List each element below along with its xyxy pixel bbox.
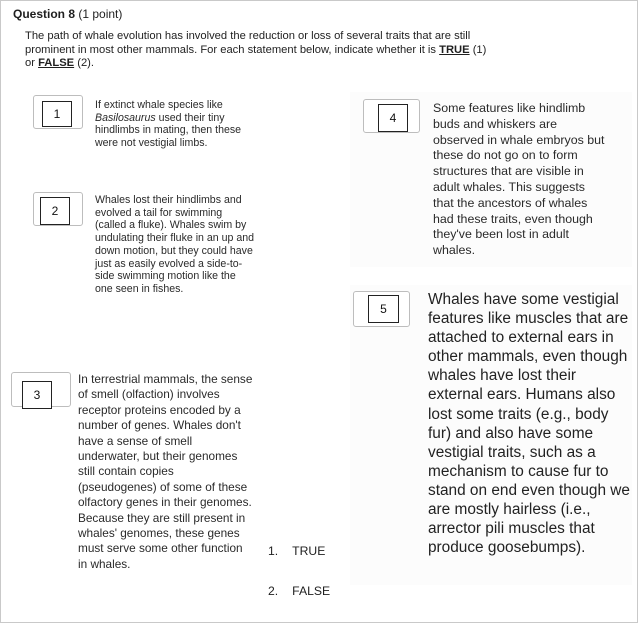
- option-label: TRUE: [292, 544, 326, 558]
- prompt-text: (1) or: [25, 43, 487, 70]
- statement-1-text: [95, 99, 255, 150]
- statement-2-text: Whales lost their hindlimbs and evolved a tail for swimming (called a fluke). Whales swim by undulating their fluke in an up and down motion, but they could have just as easily evolved a side-to-side swimming motion like the one seen in fishes.: [95, 194, 255, 295]
- true-label: TRUE: [439, 43, 470, 56]
- statement-4-text: Some features like hindlimb buds and whiskers are observed in whale embryos but these do not go on to form structures that are visible in adult whales. This suggests that the ancestors of whales had these traits, even though they've been lost in adult whales.: [433, 101, 605, 258]
- option-false[interactable]: [268, 584, 330, 624]
- question-title: Question 8: [13, 7, 76, 21]
- option-label: FALSE: [292, 584, 331, 598]
- question-header: [13, 7, 122, 21]
- answer-options: [268, 544, 330, 624]
- prompt-text: The path of whale evolution has involved the reduction or loss of several traits that are still prominent in most other mammals. For each statement below, indicate whether it is: [25, 30, 471, 56]
- option-index: 2.: [268, 584, 279, 598]
- statement-1-text-part: If extinct whale species like: [95, 99, 223, 111]
- question-points: (1 point): [78, 7, 123, 21]
- statement-1-text-part: used their tiny hindlimbs in mating, then these were not vestigial limbs.: [95, 111, 242, 150]
- statement-1-text-italic: Basilosaurus: [95, 111, 156, 124]
- statement-5-text: Whales have some vestigial features like muscles that are attached to external ears in other mammals, even though whales have lost their external ears. Humans also lost some traits (e.g., body fur) and also have some vestigial traits, such as a mechanism to cause fur to stand on end even though we are mostly hairless (i.e., arrector pili muscles that produce goosebumps).: [428, 291, 630, 557]
- option-true[interactable]: [268, 544, 330, 584]
- statement-number-4[interactable]: 4: [378, 104, 408, 132]
- statement-number-2[interactable]: 2: [40, 197, 70, 225]
- question-prompt: [25, 30, 495, 71]
- statement-number-3[interactable]: 3: [22, 381, 52, 409]
- false-label: FALSE: [38, 57, 75, 70]
- statement-3-text: In terrestrial mammals, the sense of smell (olfaction) involves receptor proteins encoded by a number of genes. Whales don't have a sense of smell underwater, but their genomes still contain copies (pseudogenes) of some of these olfactory genes in their genomes. Because they are still present in whales' genomes, these genes must serve some other function in whales.: [78, 372, 253, 571]
- statement-number-1[interactable]: 1: [42, 101, 72, 127]
- option-index: 1.: [268, 544, 279, 558]
- prompt-text: (2).: [74, 57, 95, 70]
- statement-number-5[interactable]: 5: [368, 295, 399, 323]
